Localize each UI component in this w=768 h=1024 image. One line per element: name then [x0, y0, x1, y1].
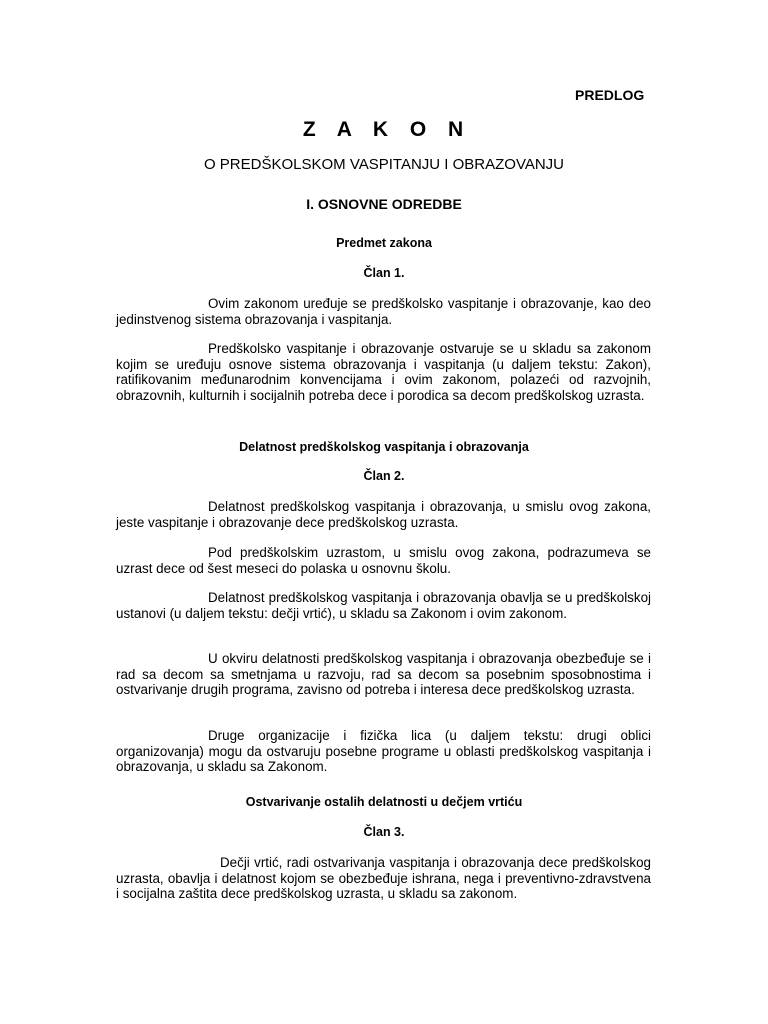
document-subtitle: O PREDŠKOLSKOM VASPITANJU I OBRAZOVANJU: [203, 156, 565, 173]
paragraph: Druge organizacije i fizička lica (u daljem tekstu: drugi oblici organizovanja) mogu da ostvaruju posebne programe u oblasti predškolskog vaspitanja i obrazovanja, u skladu sa Zakonom.: [116, 728, 651, 775]
paragraph: Predškolsko vaspitanje i obrazovanje ostvaruje se u skladu sa zakonom kojim se uređuju osnove sistema obrazovanja i vaspitanja (u daljem tekstu: Zakon), ratifikovanim međunarodnim konvencijama i ovim zakonom, polazeći od razvojnih, obrazovnih, kulturnih i socijalnih potreba dece i porodica sa decom predškolskog uzrasta.: [116, 341, 651, 403]
paragraph: Delatnost predškolskog vaspitanja i obrazovanja obavlja se u predškolskoj ustanovi (u daljem tekstu: dečji vrtić), u skladu sa Zakonom i ovim zakonom.: [116, 590, 651, 621]
article-number: Član 1.: [363, 266, 405, 280]
document-status-label: PREDLOG: [575, 87, 645, 103]
paragraph: Delatnost predškolskog vaspitanja i obrazovanja, u smislu ovog zakona, jeste vaspitanje i obrazovanje dece predškolskog uzrasta.: [116, 499, 651, 530]
paragraph: Pod predškolskim uzrastom, u smislu ovog zakona, podrazumeva se uzrast dece od šest meseci do polaska u osnovnu školu.: [116, 545, 651, 576]
paragraph: U okviru delatnosti predškolskog vaspitanja i obrazovanja obezbeđuje se i rad sa decom sa smetnjama u razvoju, rad sa decom sa posebnim sposobnostima i ostvarivanje drugih programa, zavisno od potreba i interesa dece predškolskog uzrasta.: [116, 651, 651, 698]
block-heading: Ostvarivanje ostalih delatnosti u dečjem vrtiću: [245, 795, 523, 809]
paragraph: Dečji vrtić, radi ostvarivanja vaspitanja i obrazovanja dece predškolskog uzrasta, obavlja i delatnost kojom se obezbeđuje ishrana, nega i preventivno-zdravstvena i socijalna zaštita dece predškolskog uzrasta, u skladu sa zakonom.: [116, 855, 651, 902]
block-heading: Predmet zakona: [336, 236, 432, 250]
document-title: Z A K O N: [302, 118, 472, 141]
block-heading: Delatnost predškolskog vaspitanja i obrazovanja: [239, 440, 529, 454]
section-heading: I. OSNOVNE ODREDBE: [306, 196, 462, 212]
article-number: Član 2.: [363, 469, 405, 483]
article-number: Član 3.: [363, 825, 405, 839]
paragraph: Ovim zakonom uređuje se predškolsko vaspitanje i obrazovanje, kao deo jedinstvenog sistema obrazovanja i vaspitanja.: [116, 296, 651, 327]
